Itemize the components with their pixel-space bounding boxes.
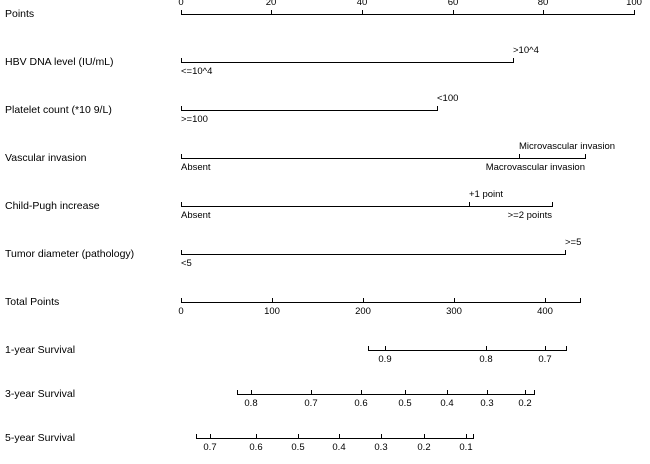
nomogram-axis-endcap bbox=[237, 390, 238, 395]
nomogram-axis-endcap bbox=[513, 58, 514, 63]
nomogram-tick-label: 0.7 bbox=[203, 442, 217, 453]
nomogram-tick-label: 100 bbox=[626, 0, 642, 8]
nomogram-tick-label: 0.5 bbox=[291, 442, 305, 453]
nomogram-tick-label: 60 bbox=[447, 0, 459, 8]
nomogram-axis-endcap bbox=[181, 154, 182, 159]
nomogram-level-label: Macrovascular invasion bbox=[485, 162, 585, 173]
nomogram-level-label: <=10^4 bbox=[181, 66, 213, 77]
nomogram-axis-endcap bbox=[580, 298, 581, 303]
nomogram-axis-line bbox=[368, 350, 566, 351]
nomogram-axis-tick bbox=[466, 434, 467, 439]
nomogram-row-label: HBV DNA level (IU/mL) bbox=[5, 56, 114, 68]
nomogram-tick-label: 0.2 bbox=[417, 442, 431, 453]
nomogram-axis-tick bbox=[361, 390, 362, 395]
nomogram-axis-tick bbox=[487, 390, 488, 395]
nomogram-level-label: +1 point bbox=[469, 189, 504, 200]
nomogram-tick-label: 0 bbox=[178, 306, 184, 317]
nomogram-level-label: Absent bbox=[181, 210, 211, 221]
nomogram-axis-line bbox=[181, 206, 552, 207]
nomogram-level-label: <5 bbox=[181, 258, 192, 269]
nomogram-row-label: 5-year Survival bbox=[5, 432, 76, 444]
nomogram-axis-tick bbox=[363, 298, 364, 303]
nomogram-axis-endcap bbox=[181, 250, 182, 255]
nomogram-level-label: >10^4 bbox=[513, 45, 539, 56]
nomogram-axis-tick bbox=[525, 390, 526, 395]
nomogram-tick-label: 0.5 bbox=[398, 398, 412, 409]
nomogram-axis-endcap bbox=[181, 106, 182, 111]
nomogram-axis-tick bbox=[381, 434, 382, 439]
nomogram-tick-label: 0.9 bbox=[378, 354, 392, 365]
nomogram-axis-tick bbox=[271, 10, 272, 15]
nomogram-row-label: 1-year Survival bbox=[5, 344, 76, 356]
nomogram-axis-line bbox=[237, 394, 534, 395]
nomogram-axis-tick bbox=[181, 298, 182, 303]
nomogram-level-label: Absent bbox=[181, 162, 211, 173]
nomogram-axis-tick bbox=[519, 154, 520, 159]
nomogram-axis-tick bbox=[385, 346, 386, 351]
nomogram-tick-label: 100 bbox=[264, 306, 280, 317]
nomogram-tick-label: 0.6 bbox=[354, 398, 368, 409]
nomogram-tick-label: 0.6 bbox=[249, 442, 263, 453]
nomogram-row-label: 3-year Survival bbox=[5, 388, 76, 400]
nomogram-row-label: Vascular invasion bbox=[5, 152, 87, 164]
nomogram-axis-tick bbox=[362, 10, 363, 15]
nomogram-axis-line bbox=[181, 158, 585, 159]
nomogram-axis-tick bbox=[311, 390, 312, 395]
nomogram-level-label: >=5 bbox=[565, 237, 582, 248]
nomogram-axis-endcap bbox=[585, 154, 586, 159]
nomogram-tick-label: 300 bbox=[446, 306, 462, 317]
nomogram-tick-label: 0.2 bbox=[518, 398, 532, 409]
nomogram-axis-line bbox=[181, 62, 513, 63]
nomogram-tick-label: 0 bbox=[178, 0, 184, 8]
nomogram-row-label: Points bbox=[5, 8, 35, 20]
nomogram-axis-tick bbox=[453, 10, 454, 15]
nomogram-axis-endcap bbox=[634, 10, 635, 15]
nomogram-tick-label: 0.3 bbox=[374, 442, 388, 453]
nomogram-axis-tick bbox=[339, 434, 340, 439]
nomogram-axis-tick bbox=[545, 346, 546, 351]
nomogram-axis-endcap bbox=[181, 202, 182, 207]
nomogram-level-label: <100 bbox=[437, 93, 459, 104]
nomogram-tick-label: 0.4 bbox=[332, 442, 346, 453]
nomogram-tick-label: 40 bbox=[356, 0, 368, 8]
nomogram-level-label: >=100 bbox=[181, 114, 208, 125]
nomogram-tick-label: 0.4 bbox=[440, 398, 454, 409]
nomogram-level-label: Microvascular invasion bbox=[519, 141, 616, 152]
nomogram-tick-label: 80 bbox=[537, 0, 549, 8]
nomogram-axis-endcap bbox=[181, 58, 182, 63]
nomogram-row-label: Total Points bbox=[5, 296, 60, 308]
nomogram-axis-tick bbox=[256, 434, 257, 439]
nomogram-tick-label: 200 bbox=[355, 306, 371, 317]
nomogram-level-label: >=2 points bbox=[507, 210, 552, 221]
nomogram-axis-endcap bbox=[565, 250, 566, 255]
nomogram-tick-label: 0.1 bbox=[459, 442, 473, 453]
nomogram-axis-tick bbox=[424, 434, 425, 439]
nomogram-axis-tick bbox=[469, 202, 470, 207]
nomogram-axis-tick bbox=[543, 10, 544, 15]
nomogram-tick-label: 0.8 bbox=[244, 398, 258, 409]
nomogram-axis-line bbox=[181, 14, 634, 15]
nomogram-axis-tick bbox=[298, 434, 299, 439]
nomogram-axis-tick bbox=[181, 10, 182, 15]
nomogram-axis-tick bbox=[210, 434, 211, 439]
nomogram-axis-tick bbox=[251, 390, 252, 395]
nomogram-axis-tick bbox=[272, 298, 273, 303]
nomogram-axis-endcap bbox=[196, 434, 197, 439]
nomogram-axis-line bbox=[196, 438, 473, 439]
nomogram-row-label: Platelet count (*10 9/L) bbox=[5, 104, 112, 116]
nomogram-tick-label: 0.7 bbox=[538, 354, 552, 365]
nomogram-axis-endcap bbox=[552, 202, 553, 207]
nomogram-axis-line bbox=[181, 254, 565, 255]
nomogram-axis-tick bbox=[545, 298, 546, 303]
nomogram-axis-line bbox=[181, 302, 580, 303]
nomogram-axis-endcap bbox=[473, 434, 474, 439]
nomogram-axis-endcap bbox=[437, 106, 438, 111]
nomogram-row-label: Child-Pugh increase bbox=[5, 200, 100, 212]
nomogram-tick-label: 0.3 bbox=[480, 398, 494, 409]
nomogram-axis-endcap bbox=[534, 390, 535, 395]
nomogram-axis-tick bbox=[454, 298, 455, 303]
nomogram-axis-line bbox=[181, 110, 437, 111]
nomogram-row-label: Tumor diameter (pathology) bbox=[5, 248, 135, 260]
nomogram-tick-label: 400 bbox=[537, 306, 553, 317]
nomogram-tick-label: 20 bbox=[265, 0, 277, 8]
nomogram-tick-label: 0.8 bbox=[479, 354, 493, 365]
nomogram-tick-label: 0.7 bbox=[304, 398, 318, 409]
nomogram-axis-tick bbox=[447, 390, 448, 395]
nomogram-axis-tick bbox=[405, 390, 406, 395]
nomogram-axis-endcap bbox=[368, 346, 369, 351]
nomogram-axis-tick bbox=[486, 346, 487, 351]
nomogram-axis-endcap bbox=[566, 346, 567, 351]
